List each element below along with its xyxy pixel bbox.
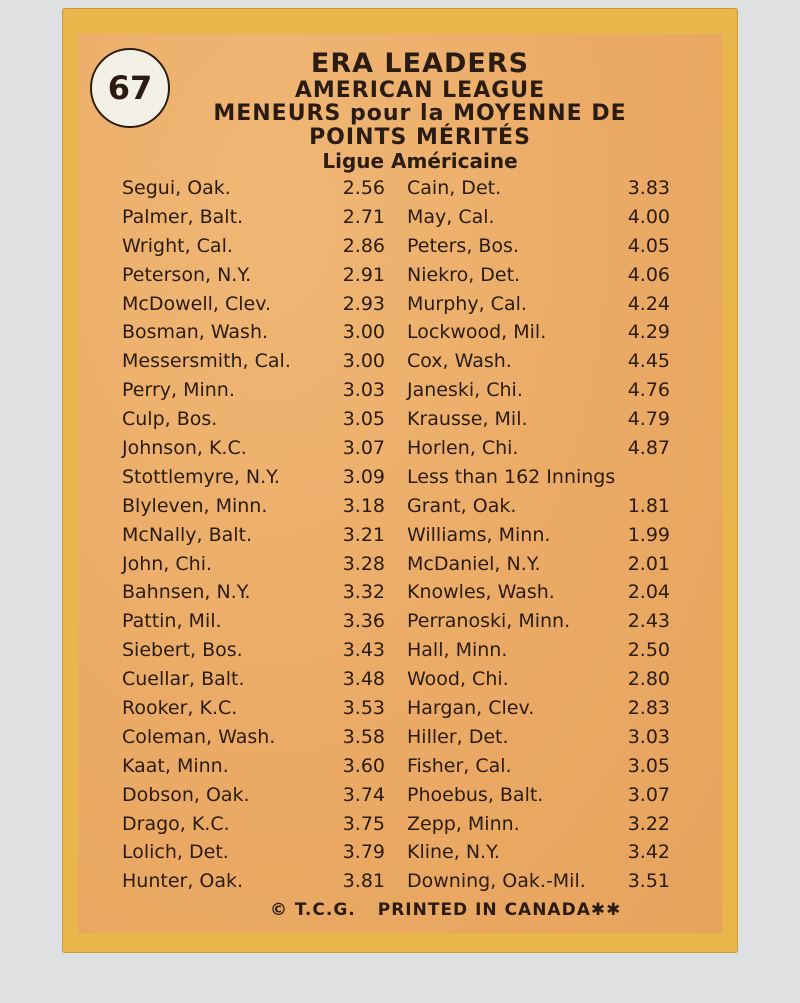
pitcher-name: Fisher, Cal. [407,754,512,777]
card-footer [270,900,621,920]
pitcher-name: Lockwood, Mil. [407,321,547,344]
era-value: 2.83 [627,697,670,720]
table-row [122,752,682,781]
table-row [122,521,682,550]
era-value: 2.04 [627,581,670,604]
era-value: 3.74 [342,783,385,806]
pitcher-name: Knowles, Wash. [407,581,555,604]
era-value: 3.36 [342,610,385,633]
era-value: 3.75 [342,812,385,835]
pitcher-name: Palmer, Balt. [122,205,244,228]
era-value: 2.43 [627,610,670,633]
era-value: 1.99 [627,523,670,546]
table-row [122,607,682,636]
era-value: 3.81 [342,870,385,893]
pitcher-name: Grant, Oak. [407,494,517,517]
era-value: 3.28 [342,552,385,575]
era-value: 3.43 [342,639,385,662]
table-row [122,405,682,434]
era-value: 3.22 [627,812,670,835]
pitcher-name: Hunter, Oak. [122,870,244,893]
era-value: 3.58 [342,725,385,748]
table-row [122,434,682,463]
printed-in-text: PRINTED IN CANADA✱✱ [377,900,622,920]
era-value: 4.05 [627,234,670,257]
table-row [122,810,682,839]
pitcher-name: Perranoski, Minn. [407,610,571,633]
pitcher-name: Siebert, Bos. [122,639,243,662]
era-value: 3.51 [627,870,670,893]
pitcher-name: Bosman, Wash. [122,321,269,344]
pitcher-name: Bahnsen, N.Y. [122,581,251,604]
pitcher-name: Krausse, Mil. [407,408,528,431]
card-french-subtitle: Ligue Américaine [322,149,518,173]
card-number: 67 [107,69,153,107]
era-value: 3.48 [342,668,385,691]
era-value: 3.07 [627,783,670,806]
card-subtitle: AMERICAN LEAGUE [294,78,546,103]
era-value: 3.05 [342,408,385,431]
pitcher-name: Niekro, Det. [407,263,521,286]
era-value: 3.03 [627,725,670,748]
era-value: 4.87 [627,437,670,460]
table-row [122,550,682,579]
era-value: 4.29 [627,321,670,344]
table-row [122,174,682,203]
pitcher-name: Segui, Oak. [122,177,231,199]
pitcher-name: Cox, Wash. [407,350,512,373]
era-value: 4.00 [627,205,670,228]
era-value: 2.86 [342,234,385,257]
pitcher-name: Wright, Cal. [122,234,233,257]
era-value: 4.06 [627,263,670,286]
pitcher-name: Stottlemyre, N.Y. [122,465,280,488]
pitcher-name: Cuellar, Balt. [122,668,245,691]
era-value: 2.56 [342,177,385,199]
table-row [122,578,682,607]
era-value: 3.05 [627,754,670,777]
era-value: 2.01 [627,552,670,575]
table-row [122,867,682,896]
table-row [122,838,682,867]
pitcher-name: Rooker, K.C. [122,697,238,720]
pitcher-name: Zepp, Minn. [407,812,520,835]
pitcher-name: Coleman, Wash. [122,725,276,748]
table-row [122,290,682,319]
era-value: 1.81 [627,494,670,517]
pitcher-name: Drago, K.C. [122,812,230,835]
table-row [122,261,682,290]
pitcher-name: Horlen, Chi. [407,437,519,460]
pitcher-name: McDaniel, N.Y. [407,552,541,575]
card-number-badge [90,48,170,128]
pitcher-name: Culp, Bos. [122,408,218,431]
era-value: 3.00 [342,350,385,373]
era-value: 3.53 [342,697,385,720]
pitcher-name: Pattin, Mil. [122,610,222,633]
pitcher-name: Perry, Minn. [122,379,235,402]
pitcher-name: McNally, Balt. [122,523,253,546]
card-title: ERA LEADERS [310,48,530,79]
pitcher-name: Hall, Minn. [407,639,508,662]
table-row [122,723,682,752]
pitcher-name: John, Chi. [122,552,213,575]
pitcher-name: Downing, Oak.-Mil. [407,870,586,893]
era-value: 3.18 [342,494,385,517]
era-value: 3.07 [342,437,385,460]
card-french-title-line1: MENEURS pour la MOYENNE DE [213,101,627,126]
table-row [122,665,682,694]
era-value: 4.79 [627,408,670,431]
table-row [122,318,682,347]
table-row [122,463,682,492]
pitcher-name: Messersmith, Cal. [122,350,291,373]
pitcher-name: Phoebus, Balt. [407,783,544,806]
era-value: 3.32 [342,581,385,604]
section-note: Less than 162 Innings [407,465,616,488]
era-value: 3.60 [342,754,385,777]
table-row [122,376,682,405]
pitcher-name: Peterson, N.Y. [122,263,252,286]
era-value: 2.71 [342,205,385,228]
era-value: 3.00 [342,321,385,344]
pitcher-name: May, Cal. [407,205,495,228]
era-value: 4.76 [627,379,670,402]
card-header [170,48,670,172]
pitcher-name: Johnson, K.C. [122,437,247,460]
pitcher-name: Blyleven, Minn. [122,494,268,517]
pitcher-name: Williams, Minn. [407,523,551,546]
pitcher-name: Murphy, Cal. [407,292,527,315]
table-row [122,781,682,810]
pitcher-name: Hiller, Det. [407,725,509,748]
table-row [122,492,682,521]
table-row [122,636,682,665]
era-value: 3.03 [342,379,385,402]
era-value: 3.79 [342,841,385,864]
era-value: 2.93 [342,292,385,315]
pitcher-name: Hargan, Clev. [407,697,535,720]
pitcher-name: Wood, Chi. [407,668,509,691]
table-row [122,203,682,232]
copyright-text: © T.C.G. [270,900,356,920]
pitcher-name: Lolich, Det. [122,841,229,864]
era-value: 4.45 [627,350,670,373]
era-value: 2.50 [627,639,670,662]
era-value: 4.24 [627,292,670,315]
pitcher-name: Kline, N.Y. [407,841,500,864]
era-value: 3.83 [627,177,670,199]
card-french-title-line2: POINTS MÉRITÉS [309,125,531,150]
pitcher-name: Dobson, Oak. [122,783,250,806]
era-value: 3.21 [342,523,385,546]
pitcher-name: Janeski, Chi. [407,379,523,402]
pitcher-name: Peters, Bos. [407,234,519,257]
era-value: 3.42 [627,841,670,864]
era-value: 3.09 [342,465,385,488]
pitcher-name: Kaat, Minn. [122,754,229,777]
table-row [122,232,682,261]
pitcher-name: Cain, Det. [407,177,502,199]
table-row [122,694,682,723]
era-value: 2.91 [342,263,385,286]
pitcher-name: McDowell, Clev. [122,292,272,315]
era-value: 2.80 [627,668,670,691]
era-leaders-table [122,174,682,896]
table-row [122,347,682,376]
